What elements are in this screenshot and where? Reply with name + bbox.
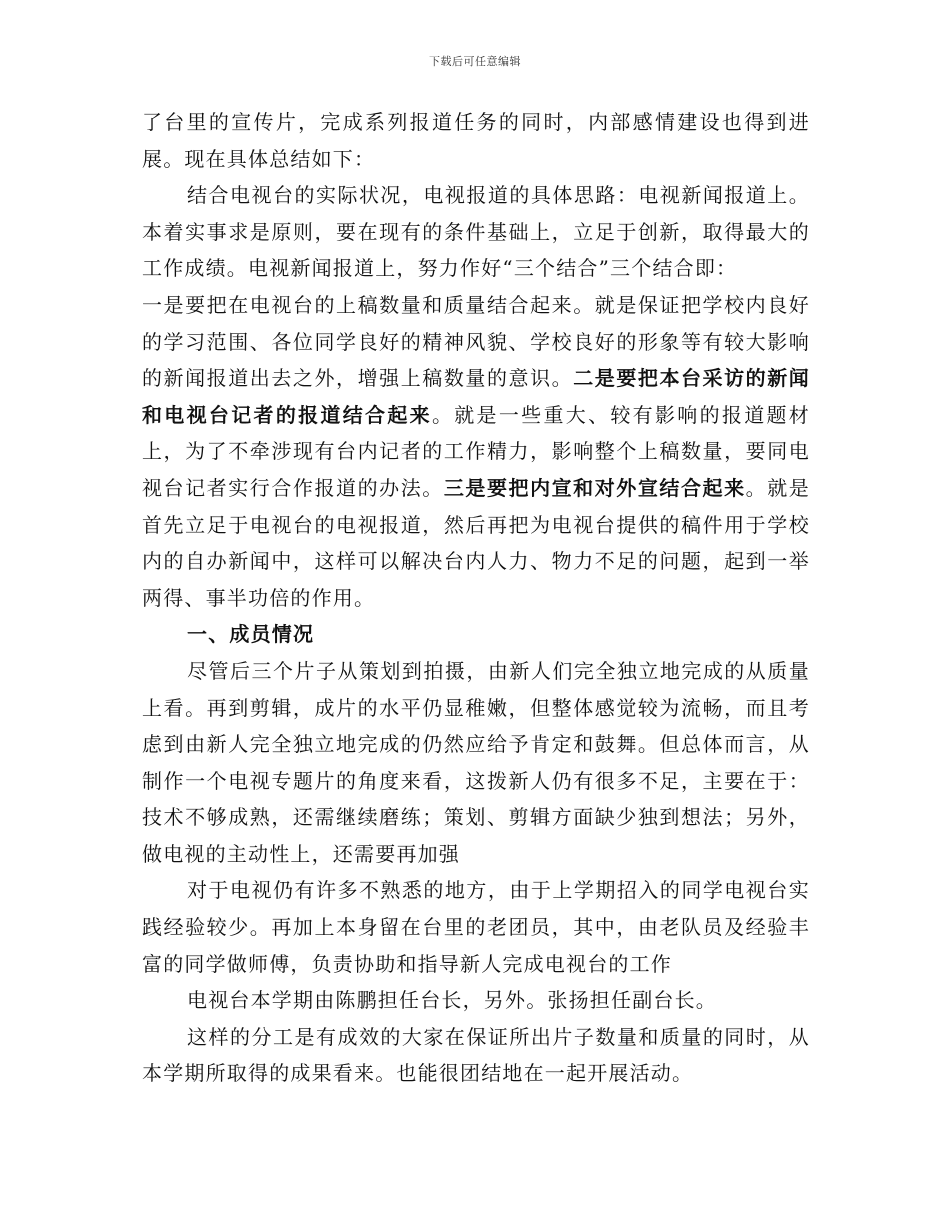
paragraph-6: 电视台本学期由陈鹏担任台长，另外。张扬担任副台长。 (187, 988, 717, 1013)
paragraph-5: 对于电视仍有许多不熟悉的地方，由于上学期招入的同学电视台实践经验较少。再加上本身留在台里的老团员，其中，由老队员及经验丰富的同学做师傅，负责协助和指导新人完成电视台的工作 (142, 878, 810, 976)
page-header: 下载后可任意编辑 (429, 55, 521, 68)
paragraph-4: 尽管后三个片子从策划到拍摄，由新人们完全独立地完成的从质量上看。再到剪辑，成片的水平仍显稚嫩，但整体感觉较为流畅，而且考虑到由新人完全独立地完成的仍然应给予肯定和鼓舞。但总体而言，从制作一个电视专题片的角度来看，这拨新人仍有很多不足，主要在于：技术不够成熟，还需继续磨练；策划、剪辑方面缺少独到想法；另外，做电视的主动性上，还需要再加强 (142, 658, 810, 866)
paragraph-3-part-a: 一是要把在电视台的上稿数量和质量结合起来。就是保证把学校内良好的学习范围、各位同学良好的精神风貌、学校良好的形象等有较大影响的新闻报道出去之外，增强上稿数量的意识。 (142, 292, 810, 391)
paragraph-3-bold-d: 三是要把内宣和对外宣结合起来 (443, 475, 746, 500)
document-body (142, 104, 810, 1092)
paragraph-7: 这样的分工是有成效的大家在保证所出片子数量和质量的同时，从本学期所取得的成果看来。也能很团结地在一起开展活动。 (142, 1024, 810, 1086)
paragraph-3-part-e: 。就是首先立足于电视台的电视报道，然后再把为电视台提供的稿件用于学校内的自办新闻中，这样可以解决台内人力、物力不足的问题，起到一举两得、事半功倍的作用。 (142, 475, 810, 610)
paragraph-1: 了台里的宣传片，完成系列报道任务的同时，内部感情建设也得到进展。现在具体总结如下： (142, 110, 810, 171)
paragraph-3 (142, 287, 810, 616)
paragraph-3-part-c: 。就是一些重大、较有影响的报道题材上，为了不牵涉现有台内记者的工作精力，影响整个上稿数量，要同电视台记者实行合作报道的办法。 (142, 402, 810, 500)
paragraph-2: 结合电视台的实际状况，电视报道的具体思路：电视新闻报道上。本着实事求是原则，要在现有的条件基础上，立足于创新，取得最大的工作成绩。电视新闻报道上，努力作好“三个结合”三个结合即： (142, 183, 810, 281)
paragraph-3-bold-b: 二是要把本台采访的新闻和电视台记者的报道结合起来 (142, 366, 811, 427)
section-heading-members: 一、成员情况 (187, 622, 315, 647)
